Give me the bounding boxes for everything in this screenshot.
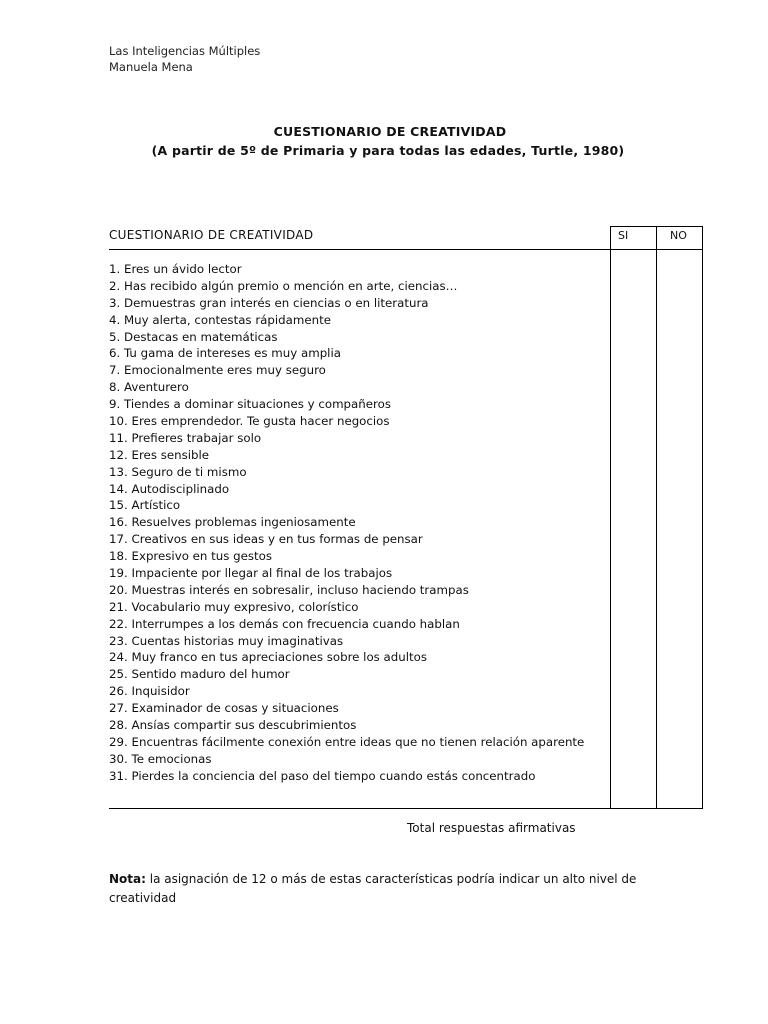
note-text: la asignación de 12 o más de estas características podría indicar un alto nivel de creatividad [109,872,637,905]
question-item: 12. Eres sensible [109,447,210,462]
question-item: 18. Expresivo en tus gestos [109,549,273,564]
table-bottom-border [109,808,703,809]
question-item: 25. Sentido maduro del humor [109,667,290,682]
question-item: 31. Pierdes la conciencia del paso del tiempo cuando estás concentrado [109,768,536,783]
question-item: 20. Muestras interés en sobresalir, incluso haciendo trampas [109,582,469,597]
question-item: 6. Tu gama de intereses es muy amplia [109,346,341,361]
question-item: 3. Demuestras gran interés en ciencias o en literatura [109,295,429,310]
question-item: 7. Emocionalmente eres muy seguro [109,363,326,378]
question-item: 16. Resuelves problemas ingeniosamente [109,515,356,530]
question-item: 14. Autodisciplinado [109,481,230,496]
question-item: 29. Encuentras fácilmente conexión entre ideas que no tienen relación aparente [109,734,585,749]
table-header-divider [109,249,703,250]
column-header-no: NO [670,229,687,242]
header-author: Manuela Mena [109,60,193,74]
question-item: 5. Destacas en matemáticas [109,329,278,344]
question-list [109,261,584,785]
question-item: 28. Ansías compartir sus descubrimientos [109,718,357,733]
question-item: 8. Aventurero [109,380,189,395]
table-right-border [702,226,703,809]
question-item: 30. Te emocionas [109,751,212,766]
question-item: 24. Muy franco en tus apreciaciones sobre los adultos [109,650,428,665]
column-header-question: CUESTIONARIO DE CREATIVIDAD [109,228,314,242]
page-title: CUESTIONARIO DE CREATIVIDAD [273,124,507,139]
question-item: 23. Cuentas historias muy imaginativas [109,633,344,648]
question-item: 26. Inquisidor [109,684,190,699]
question-item: 13. Seguro de ti mismo [109,464,247,479]
question-item: 19. Impaciente por llegar al final de los trabajos [109,566,393,581]
question-item: 9. Tiendes a dominar situaciones y compañeros [109,397,391,412]
question-item: 1. Eres un ávido lector [109,262,242,276]
total-affirmative-label: Total respuestas afirmativas [407,821,576,835]
question-item: 21. Vocabulario muy expresivo, colorístico [109,599,359,614]
question-item: 15. Artístico [109,498,181,513]
question-item: 10. Eres emprendedor. Te gusta hacer negocios [109,414,390,429]
question-item: 22. Interrumpes a los demás con frecuencia cuando hablan [109,616,460,631]
question-item: 4. Muy alerta, contestas rápidamente [109,312,331,327]
note-paragraph [109,870,669,908]
table-column-divider-no [656,226,657,809]
page-subtitle: (A partir de 5º de Primaria y para todas las edades, Turtle, 1980) [151,143,625,158]
note-label: Nota: [109,872,146,886]
table-column-divider-si [610,226,611,809]
question-item: 11. Prefieres trabajar solo [109,430,262,445]
header-course-title: Las Inteligencias Múltiples [109,44,261,58]
question-item: 27. Examinador de cosas y situaciones [109,701,339,716]
question-item: 2. Has recibido algún premio o mención en arte, ciencias… [109,278,458,293]
column-header-si: SI [618,229,629,242]
question-item: 17. Creativos en sus ideas y en tus formas de pensar [109,532,423,547]
